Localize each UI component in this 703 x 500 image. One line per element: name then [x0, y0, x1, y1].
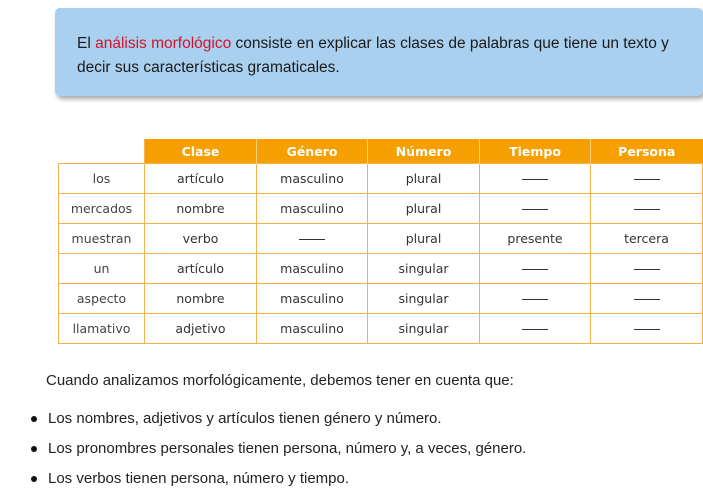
table-row: [59, 224, 703, 254]
row-clase: artículo: [145, 254, 257, 284]
row-genero: masculino: [257, 164, 368, 194]
row-tiempo: [480, 194, 591, 224]
row-persona: [591, 194, 703, 224]
row-genero: masculino: [257, 314, 368, 344]
row-numero: singular: [368, 314, 480, 344]
row-word: aspecto: [59, 284, 145, 314]
row-word: los: [59, 164, 145, 194]
intro-text: Cuando analizamos morfológicamente, debemos tener en cuenta que:: [46, 372, 514, 389]
list-item: [0, 408, 526, 438]
table-row: [59, 194, 703, 224]
header-persona: Persona: [591, 139, 703, 164]
header-tiempo: Tiempo: [480, 139, 591, 164]
definition-prefix: El: [77, 35, 96, 52]
table-row: [59, 254, 703, 284]
definition-suffix: consiste en explicar las clases de palabras que tiene un texto y decir sus características gramaticales.: [77, 35, 669, 76]
row-tiempo: [480, 164, 591, 194]
row-word: mercados: [59, 194, 145, 224]
definition-box: [55, 8, 703, 96]
row-genero: masculino: [257, 284, 368, 314]
row-persona: [591, 314, 703, 344]
row-clase: adjetivo: [145, 314, 257, 344]
dash-mark: [522, 179, 548, 180]
row-tiempo: [480, 284, 591, 314]
dash-mark: [634, 329, 660, 330]
list-item-text: Los nombres, adjetivos y artículos tienen género y número.: [48, 410, 442, 427]
dash-mark: [634, 299, 660, 300]
row-word: llamativo: [59, 314, 145, 344]
row-tiempo: presente: [480, 224, 591, 254]
row-clase: verbo: [145, 224, 257, 254]
row-numero: singular: [368, 284, 480, 314]
header-clase: Clase: [145, 139, 257, 164]
bullet-icon: [31, 416, 37, 422]
table-header-row: [59, 139, 703, 164]
row-tiempo: [480, 314, 591, 344]
header-genero: Género: [257, 139, 368, 164]
dash-mark: [634, 209, 660, 210]
row-word: muestran: [59, 224, 145, 254]
row-persona: [591, 284, 703, 314]
list-item-text: Los pronombres personales tienen persona, número y, a veces, género.: [48, 440, 527, 457]
row-persona: [591, 164, 703, 194]
rules-list: [0, 408, 526, 498]
row-clase: nombre: [145, 194, 257, 224]
row-clase: nombre: [145, 284, 257, 314]
row-genero: masculino: [257, 194, 368, 224]
table-row: [59, 314, 703, 344]
row-genero: masculino: [257, 254, 368, 284]
definition-highlight: análisis morfológico: [95, 35, 232, 52]
morphology-table: [58, 139, 703, 344]
row-numero: plural: [368, 164, 480, 194]
list-item-text: Los verbos tienen persona, número y tiempo.: [48, 470, 350, 487]
bullet-icon: [31, 446, 37, 452]
row-numero: plural: [368, 194, 480, 224]
table-row: [59, 284, 703, 314]
dash-mark: [522, 329, 548, 330]
dash-mark: [522, 299, 548, 300]
header-blank-cell: [59, 139, 145, 164]
row-tiempo: [480, 254, 591, 284]
list-item: [0, 468, 526, 498]
table-row: [59, 164, 703, 194]
list-item: [0, 438, 526, 468]
row-word: un: [59, 254, 145, 284]
dash-mark: [634, 269, 660, 270]
row-numero: plural: [368, 224, 480, 254]
dash-mark: [634, 179, 660, 180]
row-numero: singular: [368, 254, 480, 284]
dash-mark: [522, 269, 548, 270]
row-clase: artículo: [145, 164, 257, 194]
row-persona: tercera: [591, 224, 703, 254]
bullet-icon: [31, 476, 37, 482]
dash-mark: [522, 209, 548, 210]
row-genero: [257, 224, 368, 254]
header-numero: Número: [368, 139, 480, 164]
dash-mark: [299, 239, 325, 240]
row-persona: [591, 254, 703, 284]
